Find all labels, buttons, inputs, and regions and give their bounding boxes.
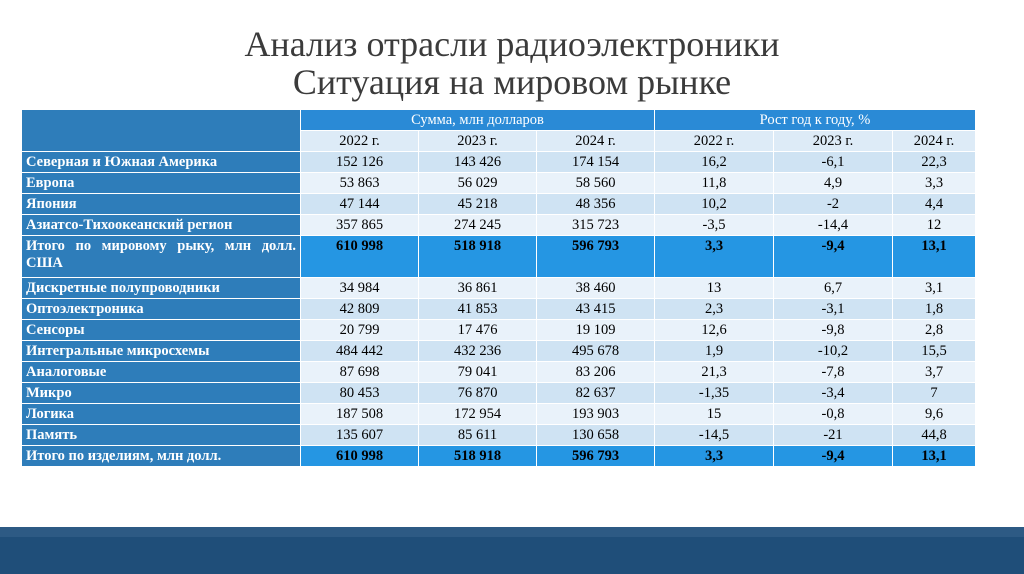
header-row-groups xyxy=(22,110,976,131)
table-row xyxy=(22,341,976,362)
sum-cell: 357 865 xyxy=(301,215,419,236)
growth-cell: -14,5 xyxy=(655,425,774,446)
growth-cell: 1,8 xyxy=(893,299,976,320)
row-label: Интегральные микросхемы xyxy=(22,341,301,362)
growth-cell: -21 xyxy=(774,425,893,446)
growth-cell: -14,4 xyxy=(774,215,893,236)
table-row xyxy=(22,173,976,194)
sum-cell: 42 809 xyxy=(301,299,419,320)
row-label: Итого по мировому рыку, млн долл. США xyxy=(22,236,301,278)
year-header: 2024 г. xyxy=(893,131,976,152)
growth-cell: 3,3 xyxy=(655,236,774,278)
growth-cell: -3,4 xyxy=(774,383,893,404)
row-label: Оптоэлектроника xyxy=(22,299,301,320)
row-label: Сенсоры xyxy=(22,320,301,341)
row-label: Память xyxy=(22,425,301,446)
growth-cell: 2,3 xyxy=(655,299,774,320)
table-row xyxy=(22,425,976,446)
sum-cell: 187 508 xyxy=(301,404,419,425)
growth-cell: 3,7 xyxy=(893,362,976,383)
growth-cell: -1,35 xyxy=(655,383,774,404)
growth-cell: -2 xyxy=(774,194,893,215)
sum-cell: 41 853 xyxy=(419,299,537,320)
growth-cell: 16,2 xyxy=(655,152,774,173)
sum-cell: 47 144 xyxy=(301,194,419,215)
table-row xyxy=(22,320,976,341)
growth-cell: -10,2 xyxy=(774,341,893,362)
growth-cell: 13 xyxy=(655,278,774,299)
header-growth-group: Рост год к году, % xyxy=(655,110,976,131)
sum-cell: 38 460 xyxy=(537,278,655,299)
table-row xyxy=(22,404,976,425)
table-row xyxy=(22,152,976,173)
sum-cell: 19 109 xyxy=(537,320,655,341)
sum-cell: 76 870 xyxy=(419,383,537,404)
sum-cell: 172 954 xyxy=(419,404,537,425)
growth-cell: 15 xyxy=(655,404,774,425)
sum-cell: 58 560 xyxy=(537,173,655,194)
sum-cell: 274 245 xyxy=(419,215,537,236)
row-label: Дискретные полупроводники xyxy=(22,278,301,299)
sum-cell: 48 356 xyxy=(537,194,655,215)
table-body xyxy=(22,152,976,467)
growth-cell: 44,8 xyxy=(893,425,976,446)
sum-cell: 87 698 xyxy=(301,362,419,383)
sum-cell: 36 861 xyxy=(419,278,537,299)
sum-cell: 56 029 xyxy=(419,173,537,194)
sum-cell: 518 918 xyxy=(419,446,537,467)
sum-cell: 80 453 xyxy=(301,383,419,404)
growth-cell: 22,3 xyxy=(893,152,976,173)
footer-band-light xyxy=(0,527,1024,537)
sum-cell: 53 863 xyxy=(301,173,419,194)
sum-cell: 596 793 xyxy=(537,236,655,278)
growth-cell: 4,4 xyxy=(893,194,976,215)
growth-cell: -9,4 xyxy=(774,446,893,467)
table-row xyxy=(22,383,976,404)
sum-cell: 193 903 xyxy=(537,404,655,425)
sum-cell: 432 236 xyxy=(419,341,537,362)
growth-cell: 11,8 xyxy=(655,173,774,194)
growth-cell: 4,9 xyxy=(774,173,893,194)
sum-cell: 45 218 xyxy=(419,194,537,215)
sum-cell: 518 918 xyxy=(419,236,537,278)
sum-cell: 17 476 xyxy=(419,320,537,341)
row-label: Япония xyxy=(22,194,301,215)
growth-cell: -0,8 xyxy=(774,404,893,425)
sum-cell: 484 442 xyxy=(301,341,419,362)
growth-cell: 12,6 xyxy=(655,320,774,341)
year-header: 2023 г. xyxy=(774,131,893,152)
sum-cell: 79 041 xyxy=(419,362,537,383)
sum-cell: 83 206 xyxy=(537,362,655,383)
total-row xyxy=(22,446,976,467)
row-label: Логика xyxy=(22,404,301,425)
growth-cell: 9,6 xyxy=(893,404,976,425)
year-header: 2022 г. xyxy=(655,131,774,152)
sum-cell: 610 998 xyxy=(301,446,419,467)
sum-cell: 85 611 xyxy=(419,425,537,446)
table-row xyxy=(22,194,976,215)
year-header: 2022 г. xyxy=(301,131,419,152)
growth-cell: 7 xyxy=(893,383,976,404)
row-label: Европа xyxy=(22,173,301,194)
sum-cell: 315 723 xyxy=(537,215,655,236)
row-label: Азиатсо-Тихоокеанский регион xyxy=(22,215,301,236)
growth-cell: -7,8 xyxy=(774,362,893,383)
growth-cell: 13,1 xyxy=(893,446,976,467)
growth-cell: 1,9 xyxy=(655,341,774,362)
sum-cell: 495 678 xyxy=(537,341,655,362)
sum-cell: 82 637 xyxy=(537,383,655,404)
growth-cell: 12 xyxy=(893,215,976,236)
growth-cell: 21,3 xyxy=(655,362,774,383)
growth-cell: 2,8 xyxy=(893,320,976,341)
slide-title: Анализ отрасли радиоэлектроники xyxy=(244,24,780,64)
growth-cell: 10,2 xyxy=(655,194,774,215)
footer-band-dark xyxy=(0,537,1024,574)
growth-cell: 15,5 xyxy=(893,341,976,362)
growth-cell: 13,1 xyxy=(893,236,976,278)
growth-cell: 3,3 xyxy=(655,446,774,467)
year-header: 2024 г. xyxy=(537,131,655,152)
table-row xyxy=(22,215,976,236)
slide-subtitle: Ситуация на мировом рынке xyxy=(292,62,732,102)
header-sum-group: Сумма, млн долларов xyxy=(301,110,655,131)
sum-cell: 143 426 xyxy=(419,152,537,173)
sum-cell: 130 658 xyxy=(537,425,655,446)
row-label: Аналоговые xyxy=(22,362,301,383)
sum-cell: 174 154 xyxy=(537,152,655,173)
growth-cell: -9,8 xyxy=(774,320,893,341)
sum-cell: 34 984 xyxy=(301,278,419,299)
year-header: 2023 г. xyxy=(419,131,537,152)
total-row xyxy=(22,236,976,278)
sum-cell: 152 126 xyxy=(301,152,419,173)
sum-cell: 20 799 xyxy=(301,320,419,341)
growth-cell: -3,1 xyxy=(774,299,893,320)
growth-cell: 3,3 xyxy=(893,173,976,194)
growth-cell: -6,1 xyxy=(774,152,893,173)
market-table xyxy=(21,109,976,467)
sum-cell: 43 415 xyxy=(537,299,655,320)
row-label: Итого по изделиям, млн долл. xyxy=(22,446,301,467)
table-row xyxy=(22,299,976,320)
growth-cell: -9,4 xyxy=(774,236,893,278)
sum-cell: 596 793 xyxy=(537,446,655,467)
sum-cell: 135 607 xyxy=(301,425,419,446)
growth-cell: -3,5 xyxy=(655,215,774,236)
growth-cell: 6,7 xyxy=(774,278,893,299)
sum-cell: 610 998 xyxy=(301,236,419,278)
row-label: Микро xyxy=(22,383,301,404)
row-label: Северная и Южная Америка xyxy=(22,152,301,173)
growth-cell: 3,1 xyxy=(893,278,976,299)
table-row xyxy=(22,362,976,383)
header-corner-cell xyxy=(22,110,301,152)
table-row xyxy=(22,278,976,299)
